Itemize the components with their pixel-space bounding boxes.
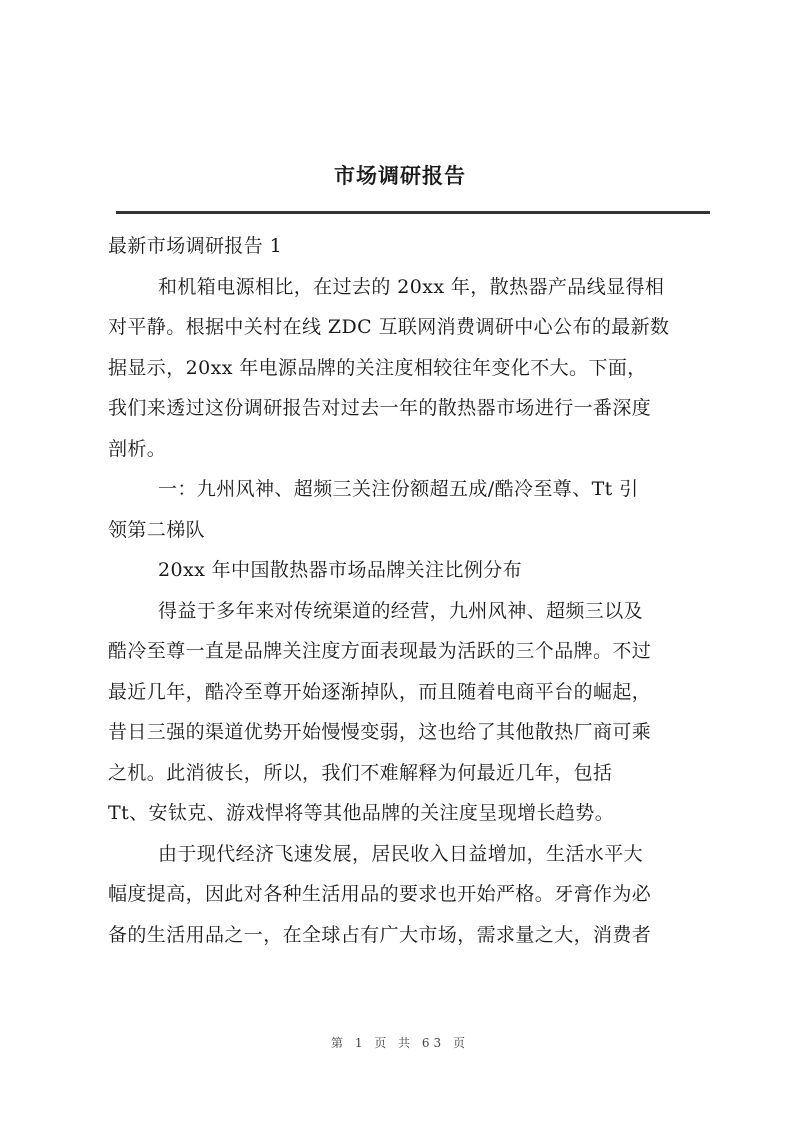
paragraph-line: 和机箱电源相比，在过去的 20xx 年，散热器产品线显得相 [158, 275, 665, 298]
paragraph-line: 对平静。根据中关村在线 ZDC 互联网消费调研中心公布的最新数 [108, 316, 670, 338]
document-title: 市场调研报告 [334, 164, 466, 188]
paragraph-line: Tt、安钛克、游戏悍将等其他品牌的关注度呈现增长趋势。 [108, 802, 615, 824]
paragraph-line: 剖析。 [108, 437, 167, 460]
paragraph-line: 得益于多年来对传统渠道的经营，九州风神、超频三以及 [158, 599, 644, 622]
paragraph-line: 之机。此消彼长，所以，我们不难解释为何最近几年，包括 [108, 761, 613, 784]
paragraph-line: 最近几年，酷冷至尊开始逐渐掉队，而且随着电商平台的崛起， [108, 680, 652, 703]
paragraph-line: 据显示，20xx 年电源品牌的关注度相较往年变化不大。下面， [108, 356, 647, 379]
subheading-line: 领第二梯队 [108, 518, 206, 541]
page-number-footer: 第 1 页 共 63 页 [331, 1036, 469, 1050]
section-heading: 最新市场调研报告 1 [108, 235, 283, 257]
figure-caption: 20xx 年中国散热器市场品牌关注比例分布 [158, 559, 523, 581]
document-body [108, 226, 708, 955]
paragraph-line: 昔日三强的渠道优势开始慢慢变弱，这也给了其他散热厂商可乘 [108, 721, 652, 743]
paragraph-line: 幅度提高，因此对各种生活用品的要求也开始严格。牙膏作为必 [108, 883, 652, 905]
paragraph-line: 我们来透过这份调研报告对过去一年的散热器市场进行一番深度 [108, 397, 652, 419]
page-header [0, 160, 800, 190]
paragraph-line: 酷冷至尊一直是品牌关注度方面表现最为活跃的三个品牌。不过 [108, 640, 652, 662]
paragraph-line: 由于现代经济飞速发展，居民收入日益增加，生活水平大 [158, 842, 644, 865]
paragraph-line: 备的生活用品之一，在全球占有广大市场，需求量之大，消费者 [108, 923, 652, 946]
title-divider [116, 211, 710, 214]
subheading-line: 一：九州风神、超频三关注份额超五成/酷冷至尊、Tt 引 [158, 478, 639, 500]
